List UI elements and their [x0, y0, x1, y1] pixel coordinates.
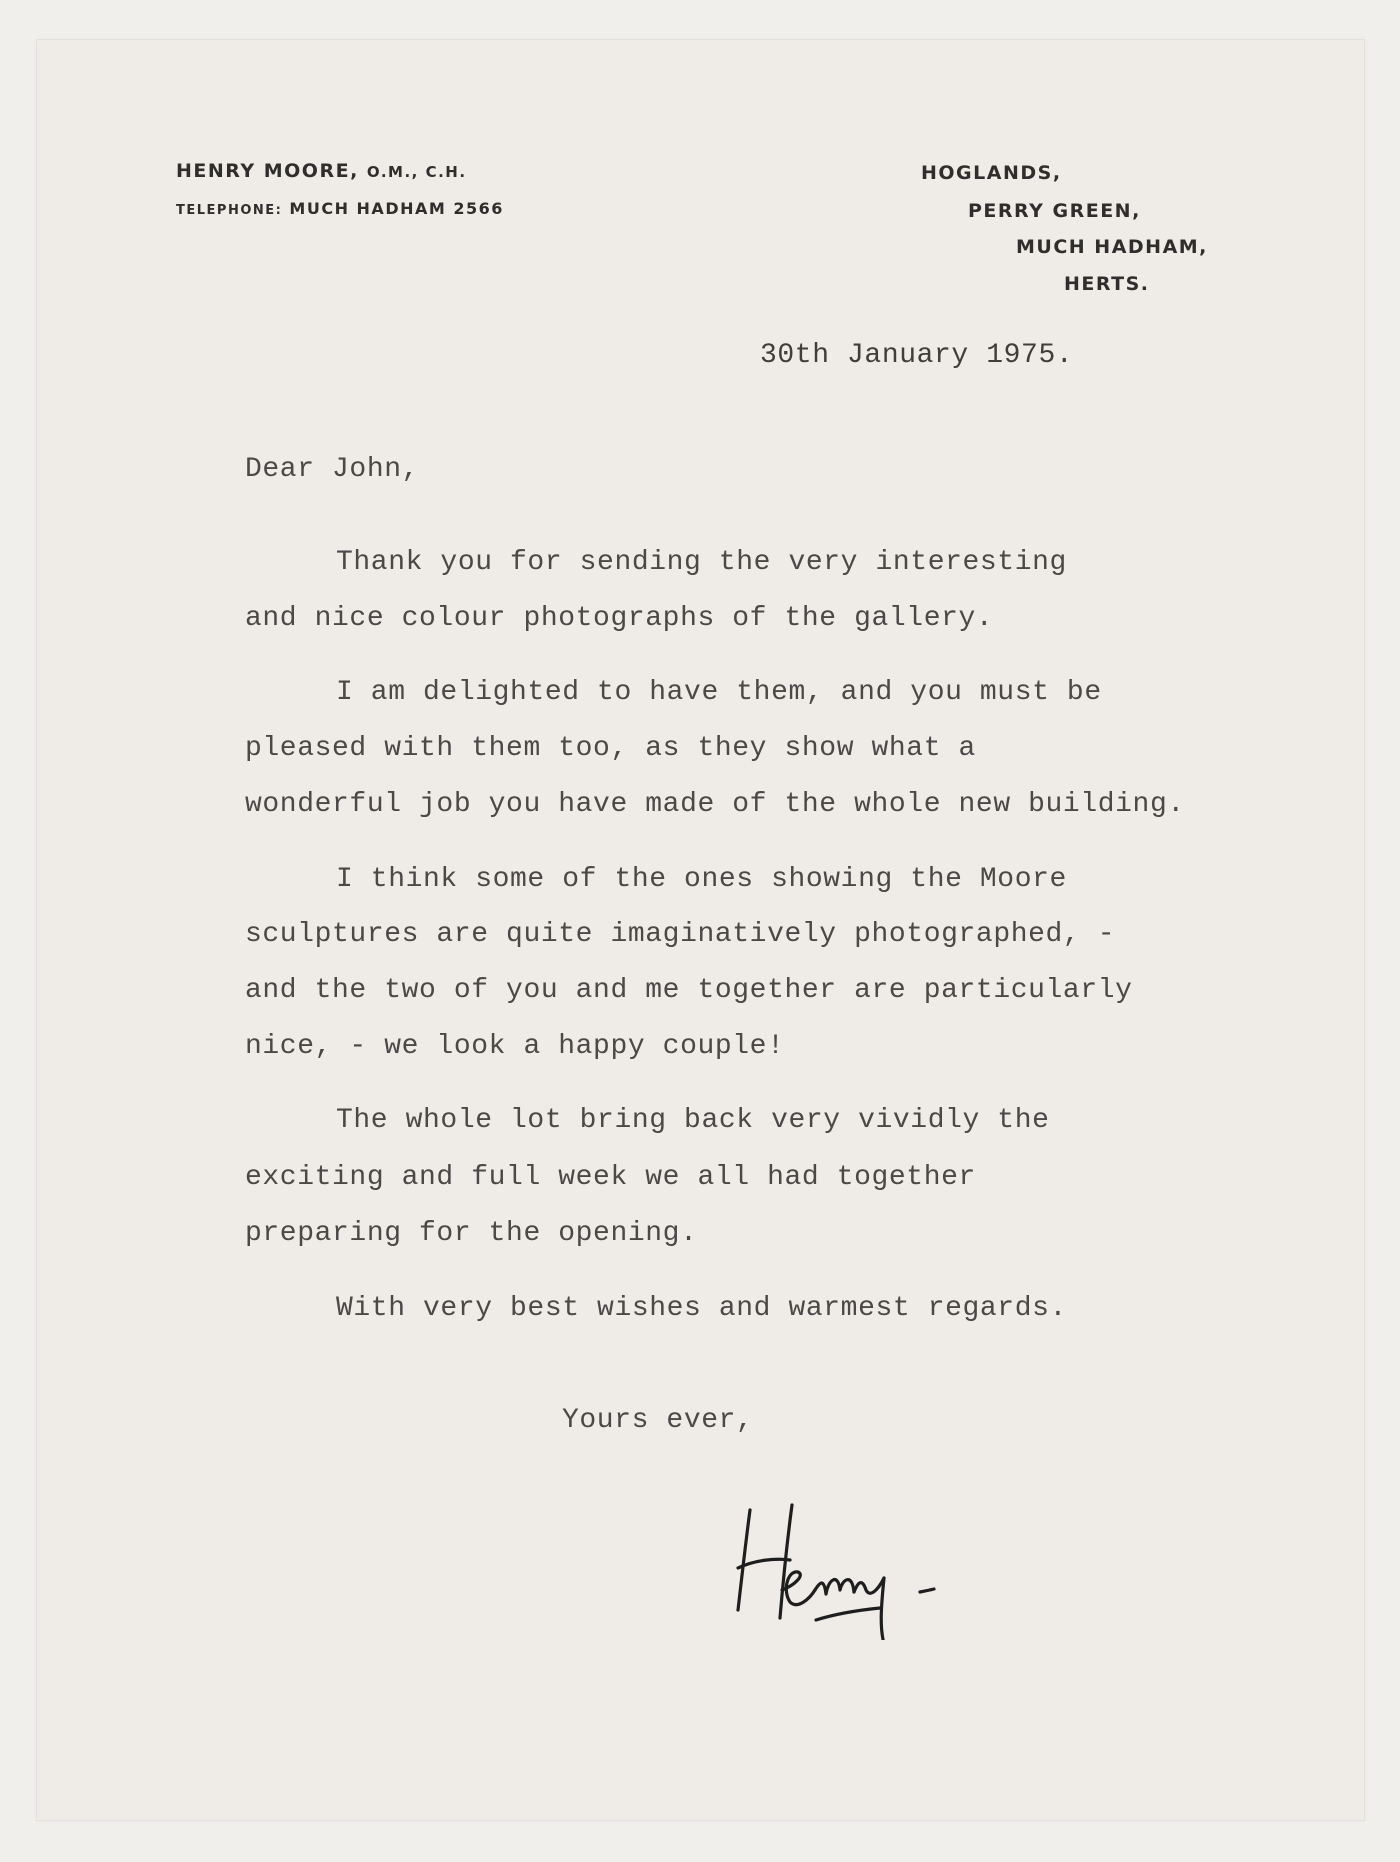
letterhead-telephone — [176, 199, 504, 218]
body-line: and nice colour photographs of the gallery. — [245, 603, 994, 634]
letter-date: 30th January 1975. — [760, 340, 1074, 371]
body-line: preparing for the opening. — [245, 1218, 698, 1249]
greeting: Dear John, — [245, 454, 420, 485]
body-line: wonderful job you have made of the whole new building. — [245, 789, 1185, 820]
body-line: pleased with them too, as they show what a — [245, 733, 976, 764]
body-line: and the two of you and me together are particularly — [245, 975, 1133, 1006]
address-line: MUCH HADHAM, — [1016, 236, 1208, 258]
telephone-value: MUCH HADHAM 2566 — [289, 199, 504, 218]
body-line: Thank you for sending the very interesting — [336, 547, 1067, 578]
body-line: The whole lot bring back very vividly the — [336, 1105, 1050, 1136]
address-line: HOGLANDS, — [921, 162, 1062, 184]
closing: Yours ever, — [562, 1405, 754, 1436]
body-line: I am delighted to have them, and you must be — [336, 677, 1102, 708]
telephone-label: TELEPHONE: — [176, 203, 283, 218]
letterhead-name-text: HENRY MOORE, — [176, 160, 359, 182]
handwritten-signature — [720, 1490, 990, 1640]
body-line: I think some of the ones showing the Moore — [336, 864, 1067, 895]
body-line: sculptures are quite imaginatively photographed, - — [245, 919, 1116, 950]
address-line: PERRY GREEN, — [968, 200, 1141, 222]
body-line: nice, - we look a happy couple! — [245, 1031, 785, 1062]
body-line: With very best wishes and warmest regards. — [336, 1293, 1067, 1324]
letterhead-honours: O.M., C.H. — [366, 163, 467, 181]
body-line: exciting and full week we all had together — [245, 1162, 976, 1193]
letterhead-name — [176, 160, 467, 182]
address-line: HERTS. — [1064, 273, 1150, 295]
